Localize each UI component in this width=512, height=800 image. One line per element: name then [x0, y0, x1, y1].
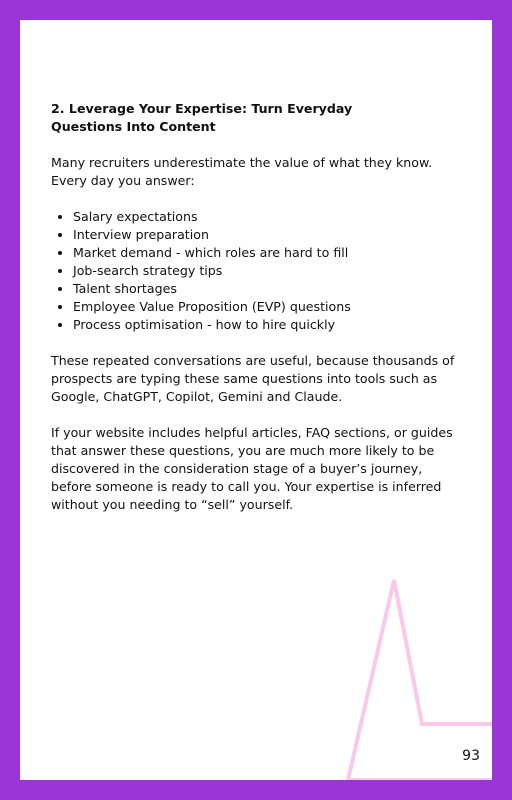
list-item: • Employee Value Proposition (EVP) questions: [73, 298, 463, 316]
page-content: [51, 100, 463, 532]
website-content-paragraph: If your website includes helpful articles, FAQ sections, or guides that answer these questions, you are much more likely to be discovered in the consideration stage of a buyer’s journey, before someone is ready to call you. Your expertise is inferred without you needing to “sell” yourself.: [51, 425, 453, 512]
search-tools-paragraph: These repeated conversations are useful, because thousands of prospects are typing these same questions into tools such as Google, ChatGPT, Copilot, Gemini and Claude.: [51, 353, 455, 404]
list-item: • Market demand - which roles are hard to fill: [73, 244, 463, 262]
section-heading-line-1: 2. Leverage Your Expertise: Turn Everyday: [51, 101, 353, 116]
document-page: [20, 20, 492, 780]
list-item: • Process optimisation - how to hire quickly: [73, 316, 463, 334]
list-item: • Talent shortages: [73, 280, 463, 298]
questions-list: [51, 208, 463, 334]
list-item: • Job-search strategy tips: [73, 262, 463, 280]
list-item: • Interview preparation: [73, 226, 463, 244]
list-item: • Salary expectations: [73, 208, 463, 226]
section-heading: [51, 100, 463, 136]
section-heading-line-2: Questions Into Content: [51, 119, 216, 134]
intro-paragraph: Many recruiters underestimate the value of what they know. Every day you answer:: [51, 155, 433, 188]
page-number: 93: [462, 748, 480, 764]
